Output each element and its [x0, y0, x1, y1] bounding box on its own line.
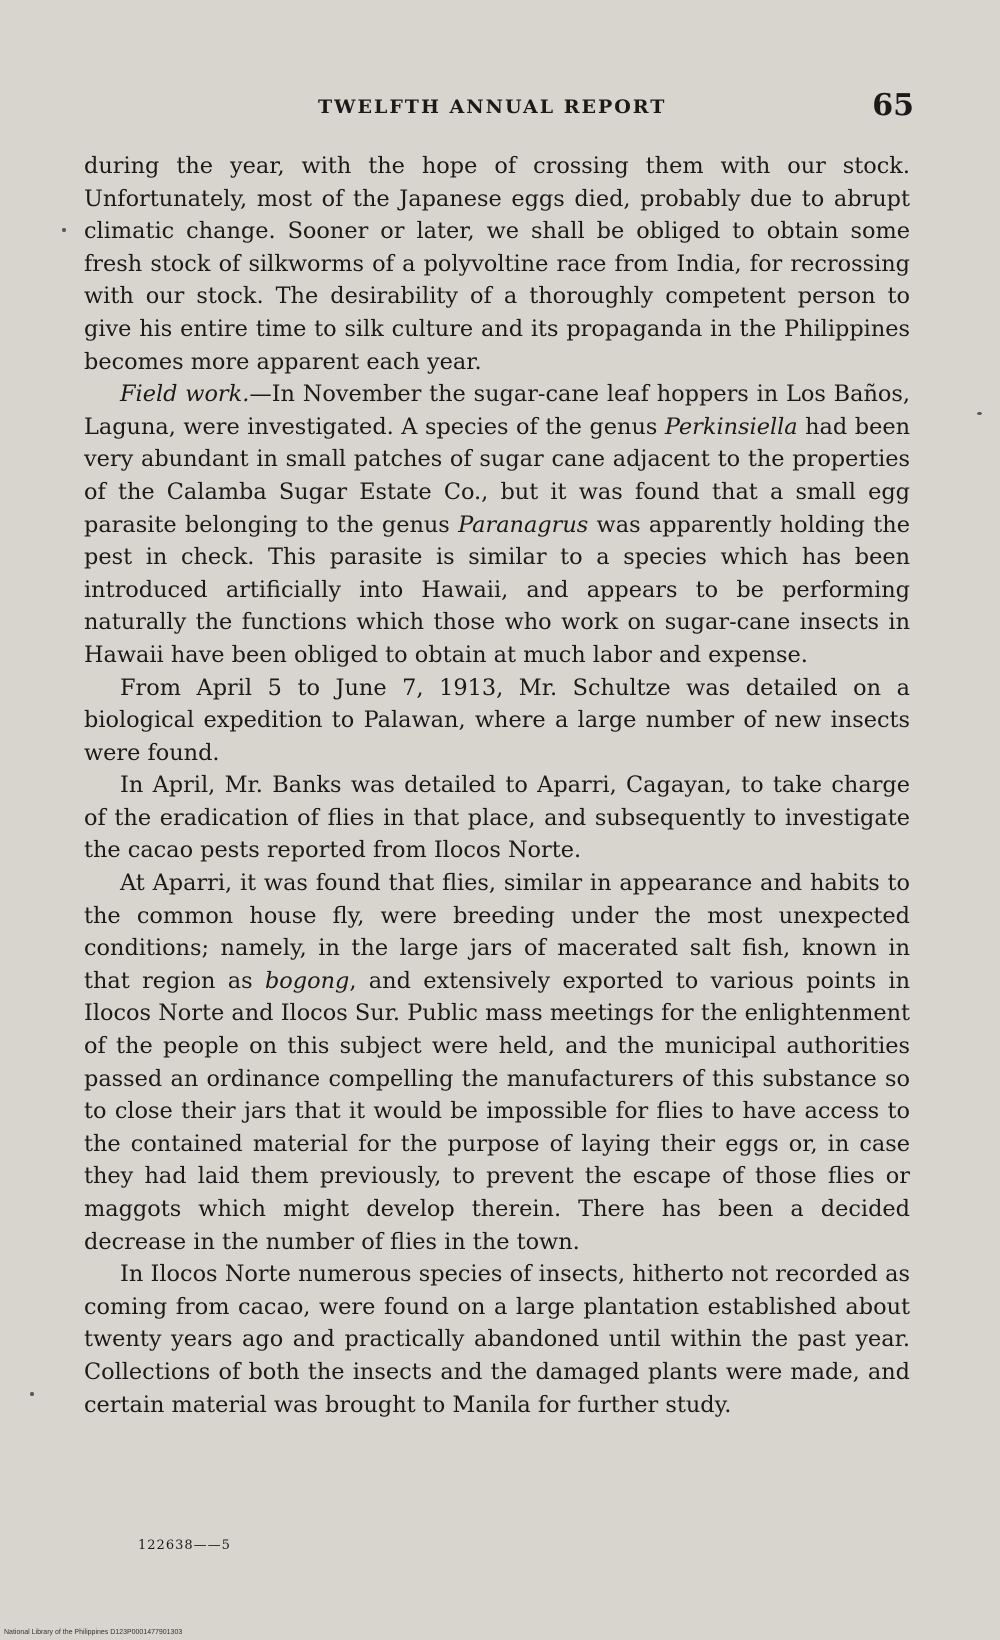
paragraph-aparri-detail: In April, Mr. Banks was detailed to Aparri, Cagayan, to take charge of the eradication of flies in that place, and subsequently to investigate the cacao pests reported from Ilocos Norte. — [84, 772, 910, 864]
genus-perkinsiella: Perkinsiella — [664, 413, 798, 440]
field-work-heading: Field work. — [120, 381, 250, 408]
aparri-text-a: At Aparri, it was found that flies, similar in appearance and habits to the common house fly, were breeding under the most unexpected conditions; namely, in the large jars of macerated salt fish, known in that region as — [84, 870, 910, 994]
running-title: TWELFTH ANNUAL REPORT — [318, 96, 667, 118]
page-number: 65 — [872, 88, 914, 123]
field-work-text-b: had been very abundant in small patches of sugar cane adjacent to the properties of the Calamba Sugar Estate Co., but it was found that a small egg parasite belonging to the genus — [84, 413, 911, 538]
paper-speck — [977, 412, 982, 415]
paragraph-palawan-expedition: From April 5 to June 7, 1913, Mr. Schultze was detailed on a biological expedition to Palawan, where a large number of new insects were found. — [84, 674, 910, 766]
page-header — [84, 88, 914, 132]
paragraph-silk-culture: during the year, with the hope of crossing them with our stock. Unfortunately, most of the Japanese eggs died, probably due to abrupt climatic change. Sooner or later, we shall be obliged to obtain some fresh stock of silkworms of a polyvoltine race from India, for recrossing with our stock. The desirability of a thoroughly competent person to give his entire time to silk culture and its propaganda in the Philippines becomes more apparent each year. — [84, 153, 910, 375]
paper-speck — [30, 1392, 34, 1396]
field-work-text-a: —In November the sugar-cane leaf hoppers in Los Baños, Laguna, were investigated. A species of the genus — [84, 381, 910, 440]
library-footer-note: National Library of the Philippines D123P0001477901303 — [4, 1629, 183, 1636]
aparri-text-b: , and extensively exported to various points in Ilocos Norte and Ilocos Sur. Public mass meetings for the enlightenment of the people on this subject were held, and the municipal authorities passed an ordinance compelling the manufacturers of this substance so to close their jars that it would be impossible for flies to have access to the contained material for the purpose of laying their eggs or, in case they had laid them previously, to prevent the escape of those flies or maggots which might develop therein. There has been a decided decrease in the number of flies in the town. — [84, 967, 911, 1255]
term-bogong: bogong — [264, 967, 350, 994]
paragraph-ilocos-cacao: In Ilocos Norte numerous species of insects, hitherto not recorded as coming from cacao, were found on a large plantation established about twenty years ago and practically abandoned until within the past year. Collections of both the insects and the damaged plants were made, and certain material was brought to Manila for further study. — [84, 1261, 910, 1418]
paragraph-aparri-flies — [84, 867, 910, 1258]
body-text — [84, 150, 910, 1421]
paper-speck — [62, 228, 66, 232]
paragraph-field-work — [84, 378, 910, 671]
signature-mark: 122638——5 — [138, 1538, 231, 1553]
field-work-text-c: was apparently holding the pest in check. This parasite is similar to a species which has been introduced artificially into Hawaii, and appears to be performing naturally the functions which those who work on sugar-cane insects in Hawaii have been obliged to obtain at much labor and expense. — [84, 511, 910, 668]
genus-paranagrus: Paranagrus — [458, 511, 589, 538]
